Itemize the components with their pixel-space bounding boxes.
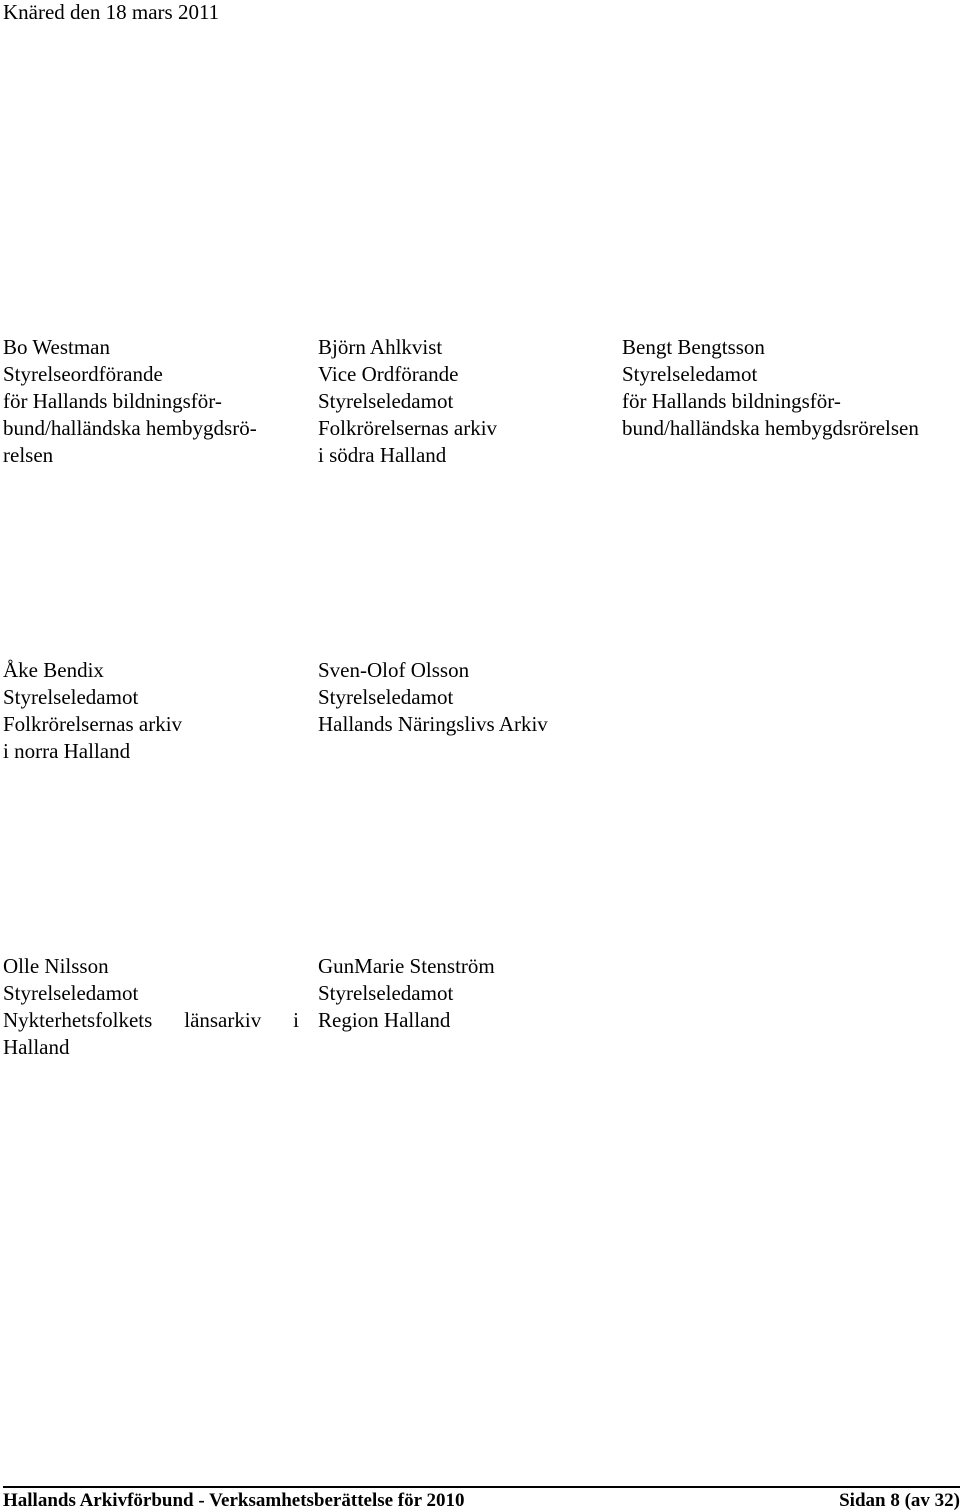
member-org-line: för Hallands bildningsför- bbox=[3, 389, 222, 413]
member-name: Sven-Olof Olsson bbox=[318, 658, 470, 682]
org-word: Nykterhetsfolkets bbox=[3, 1008, 153, 1032]
member-role: Styrelseledamot bbox=[3, 685, 139, 709]
member-org-line: Region Halland bbox=[318, 1008, 451, 1032]
member-name: GunMarie Stenström bbox=[318, 954, 495, 978]
member-name: Bengt Bengtsson bbox=[622, 335, 765, 359]
signature-block-gunmarie-stenstrom bbox=[318, 953, 495, 1034]
footer-page-number: Sidan 8 (av 32) bbox=[839, 1490, 960, 1511]
member-org-line: för Hallands bildningsför- bbox=[622, 389, 841, 413]
member-org-line bbox=[3, 1007, 299, 1034]
member-org-line: i södra Halland bbox=[318, 443, 447, 467]
footer-title: Hallands Arkivförbund - Verksamhetsberättelse för 2010 bbox=[3, 1490, 465, 1511]
member-org-line: relsen bbox=[3, 443, 54, 467]
member-role: Vice Ordförande bbox=[318, 362, 459, 386]
member-role: Styrelseledamot bbox=[318, 685, 454, 709]
member-org-line: bund/halländska hembygdsrörelsen bbox=[622, 416, 919, 440]
signature-block-bo-westman bbox=[3, 334, 257, 469]
member-role: Styrelseledamot bbox=[622, 362, 758, 386]
signature-block-bengt-bengtsson bbox=[622, 334, 919, 442]
org-word: i bbox=[293, 1008, 299, 1032]
member-org-line: Folkrörelsernas arkiv bbox=[318, 416, 498, 440]
member-org-line: bund/halländska hembygdsrö- bbox=[3, 416, 257, 440]
member-role: Styrelseledamot bbox=[318, 389, 454, 413]
member-role: Styrelseordförande bbox=[3, 362, 163, 386]
member-org-line: Halland bbox=[3, 1035, 70, 1059]
signature-block-ake-bendix bbox=[3, 657, 182, 765]
document-date: Knäred den 18 mars 2011 bbox=[3, 0, 220, 24]
member-name: Åke Bendix bbox=[3, 658, 104, 682]
member-name: Olle Nilsson bbox=[3, 954, 109, 978]
signature-block-bjorn-ahlkvist bbox=[318, 334, 497, 469]
page-footer bbox=[3, 1486, 960, 1512]
member-role: Styrelseledamot bbox=[3, 981, 139, 1005]
member-role: Styrelseledamot bbox=[318, 981, 454, 1005]
member-org-line: Hallands Näringslivs Arkiv bbox=[318, 712, 548, 736]
signature-block-olle-nilsson bbox=[3, 953, 299, 1061]
member-name: Bo Westman bbox=[3, 335, 110, 359]
signature-block-sven-olof-olsson bbox=[318, 657, 548, 738]
member-org-line: i norra Halland bbox=[3, 739, 131, 763]
member-name: Björn Ahlkvist bbox=[318, 335, 443, 359]
member-org-line: Folkrörelsernas arkiv bbox=[3, 712, 183, 736]
org-word: länsarkiv bbox=[184, 1008, 262, 1032]
